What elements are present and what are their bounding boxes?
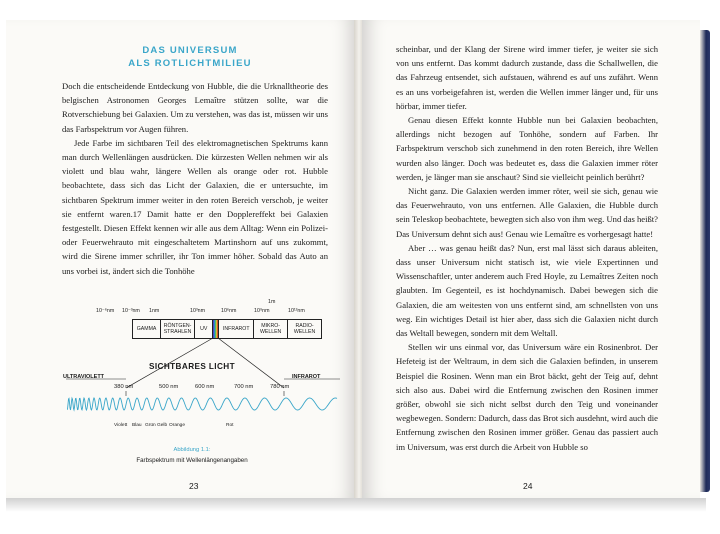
right-body-text xyxy=(396,42,658,454)
figure-caption-text: Farbspektrum mit Wellenlängenangaben xyxy=(136,457,248,464)
chapter-title-line-1: DAS UNIVERSUM xyxy=(142,45,238,56)
band-xray: RÖNTGEN-STRAHLEN xyxy=(161,320,195,338)
book-cover-edge xyxy=(700,30,710,492)
wavelength-label: 380 nm xyxy=(114,384,134,390)
paragraph: Stellen wir uns einmal vor, das Universum wäre ein Rosinenbrot. Der Hefeteig ist der Weltraum, in dem sich die Galaxien befinden, in unserem Beispiel die Rosinen. Wenn man ein Brot bäckt, geht der Teig auf, dehnt sich also aus. Dabei wird die Entfernung zwischen den Rosinen immer größer, obwohl sie sich nicht selbst durch den Teig und voneinander wegbewegen. Sondern: Dadurch, dass das Brot sich ausdehnt, wird auch die Entfernung zwischen den Rosinen immer größer. Genau das passiert auch im Universum, was erst durch die Arbeit von Hubble so xyxy=(396,342,658,452)
wave-line xyxy=(67,398,337,410)
paragraph: Aber … was genau heißt das? Nun, erst mal lässt sich daraus ableiten, dass unser Universum nicht statisch ist, wie viele Expertinnen und Wissenschaftler, unter anderem auch Fred Hoyle, zu Lemaîtres Zeiten noch glaubten. Im Gegenteil, es ist hochdynamisch. Dabei bewegen sich die Galaxien, die am weitesten von uns entfernt sind, am schnellsten von uns weg. Ein wichtiges Detail ist hier aber, dass sich die Galaxien nicht durch das Weltall bewegen, sondern mit dem Weltall. xyxy=(396,242,658,339)
left-body-text xyxy=(62,79,328,278)
infrared-label: INFRAROT xyxy=(292,374,321,380)
one-meter-label: 1m xyxy=(268,299,276,305)
wavelength-label: 600 nm xyxy=(195,384,215,390)
paragraph: Nicht ganz. Die Galaxien werden immer röter, weil sie sich, genau wie das Feuerwehrauto, von uns entfernen. Alle Galaxien, die Hubble durch sein Teleskop beobachtete, bewegten sich also von ihm weg. Und das heißt? Das Universum dehnt sich aus! Genau wie Lemaître es vorhergesagt hatte! xyxy=(396,186,658,239)
scale-label: 10¹²nm xyxy=(288,308,305,314)
spectrum-figure xyxy=(56,292,352,442)
band-uv: UV xyxy=(195,320,213,338)
band-gamma: GAMMA xyxy=(133,320,161,338)
color-name: Rot xyxy=(226,423,234,428)
wavelength-label: 700 nm xyxy=(234,384,254,390)
band-infrared: INFRAROT xyxy=(219,320,254,338)
scale-label: 10⁶nm xyxy=(221,308,237,314)
paragraph: Doch die entscheidende Entdeckung von Hubble, die die Urknalltheorie des belgischen Astronomen Georges Lemaître stützen sollte, war die Rotverschiebung bei Galaxien. Um zu verstehen, was das ist, müssen wir uns das Farbspektrum vor Augen führen. xyxy=(62,81,328,134)
scale-label: 10³nm xyxy=(190,308,206,314)
band-radiowaves: RADIO-WELLEN xyxy=(293,323,316,335)
band-microwaves: MIKRO-WELLEN xyxy=(254,320,288,338)
page-number-right: 24 xyxy=(523,481,533,491)
chapter-title xyxy=(60,44,320,70)
page-number-left: 23 xyxy=(189,481,199,491)
scale-label: 1nm xyxy=(149,308,160,314)
color-name: Violett xyxy=(114,423,128,428)
visible-light-title: SICHTBARES LICHT xyxy=(149,362,236,371)
paragraph: Genau diesen Effekt konnte Hubble nun bei Galaxien beobachten, allerdings nicht bezogen auf Tonhöhe, sondern auf Farben. Ihr Farbspektrum verschob sich zunehmend in den roten Bereich, ihre Wellen wurden also länger. Doch was bedeutet es, dass die Galaxien immer röter werden, je länger man sie anschaut? Sind sie vielleicht peinlich berührt? xyxy=(396,115,658,182)
color-name: Gelb xyxy=(157,423,168,428)
ultraviolet-label: ULTRAVIOLETT xyxy=(63,374,105,380)
wavelength-label: 500 nm xyxy=(159,384,179,390)
figure-caption-label: Abbildung 1.1: xyxy=(173,447,211,453)
chapter-title-line-2: ALS ROTLICHTMILIEU xyxy=(128,58,252,69)
paragraph: scheinbar, und der Klang der Sirene wird immer tiefer, je weiter sie sich von uns entfernt. Das kommt dadurch zustande, dass die Schallwellen, die das Fahrzeug entsendet, sich aufstauen, während es auf uns zufährt. Wenn es an uns vorbeigefahren ist, werden die Wellen immer länger und, für uns hörbar, immer tiefer. xyxy=(396,44,658,111)
book-shadow xyxy=(6,498,706,512)
scale-label: 10⁻³nm xyxy=(122,308,140,314)
wavelength-label: 780 nm xyxy=(270,384,290,390)
color-name: Blau xyxy=(132,423,142,428)
scale-label: 10⁹nm xyxy=(254,308,270,314)
scale-label: 10⁻⁶nm xyxy=(96,308,115,314)
color-name: Grün xyxy=(145,423,156,428)
paragraph: Jede Farbe im sichtbaren Teil des elektromagnetischen Spektrums kann man durch Wellenlängen ausdrücken. Die kürzesten Wellen nehmen wir als violett und blau wahr, längere Wellen als orange oder rot. Hubble beobachtete, dass sich das Licht der Galaxien, die er untersuchte, im sichtbaren Spektrum immer weiter in den roten Bereich verschob, je weiter sie entfernt waren.17 Damit hatte er den Dopplereffekt bei Galaxien festgestellt. Diesen Effekt kennen wir alle aus dem Alltag: Wenn ein Polizei- oder Feuerwehrauto mit eingeschaltetem Martinshorn auf uns zukommt, wird die Sirene immer schriller, ihr Ton immer höher. Sobald das Auto an uns vorbei ist, ändert sich die Tonhöhe xyxy=(62,137,328,276)
color-name: Orange xyxy=(169,423,185,428)
